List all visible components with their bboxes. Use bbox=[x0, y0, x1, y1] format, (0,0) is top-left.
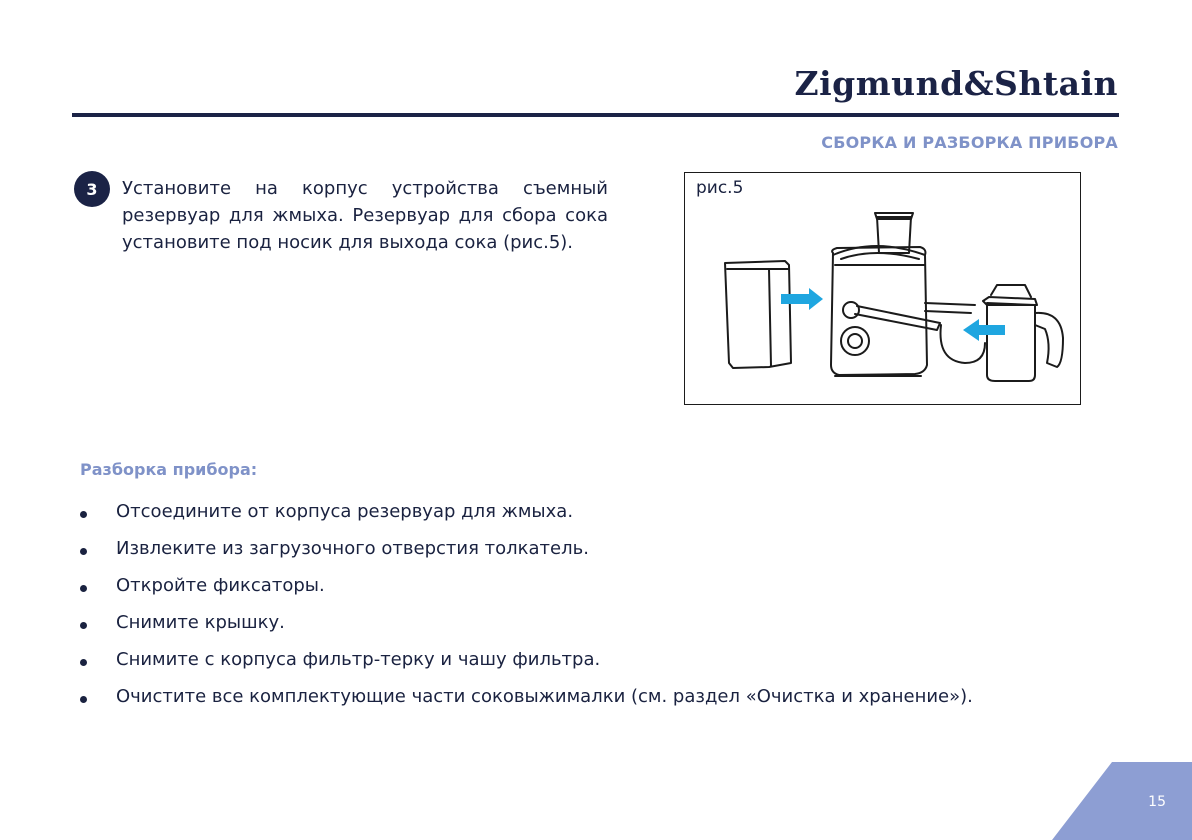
juicer-illustration bbox=[685, 173, 1080, 404]
page-number: 15 bbox=[1148, 794, 1166, 810]
juice-jug-illustration bbox=[987, 303, 1035, 381]
bullet-icon bbox=[80, 585, 87, 592]
bullet-icon bbox=[80, 696, 87, 703]
bullet-icon bbox=[80, 511, 87, 518]
arrow-icon bbox=[781, 288, 1005, 341]
header-divider bbox=[72, 113, 1119, 117]
pulp-container-illustration bbox=[725, 261, 791, 368]
step-instruction-text: Установите на корпус устройства съемный резервуар для жмыха. Резервуар для сбора сока установите под носик для выхода сока (рис.5). bbox=[122, 178, 608, 253]
section-title: СБОРКА И РАЗБОРКА ПРИБОРА bbox=[821, 133, 1118, 152]
step-number-badge: 3 bbox=[74, 171, 110, 207]
figure-caption: рис.5 bbox=[696, 178, 744, 198]
control-knob-illustration bbox=[841, 327, 869, 355]
figure-5 bbox=[684, 172, 1081, 405]
bullet-icon bbox=[80, 548, 87, 555]
bullet-icon bbox=[80, 659, 87, 666]
bullet-icon bbox=[80, 622, 87, 629]
brand-logo: Zigmund&Shtain bbox=[794, 64, 1118, 103]
disassembly-heading: Разборка прибора: bbox=[80, 460, 258, 479]
page-corner-accent bbox=[1052, 762, 1192, 840]
